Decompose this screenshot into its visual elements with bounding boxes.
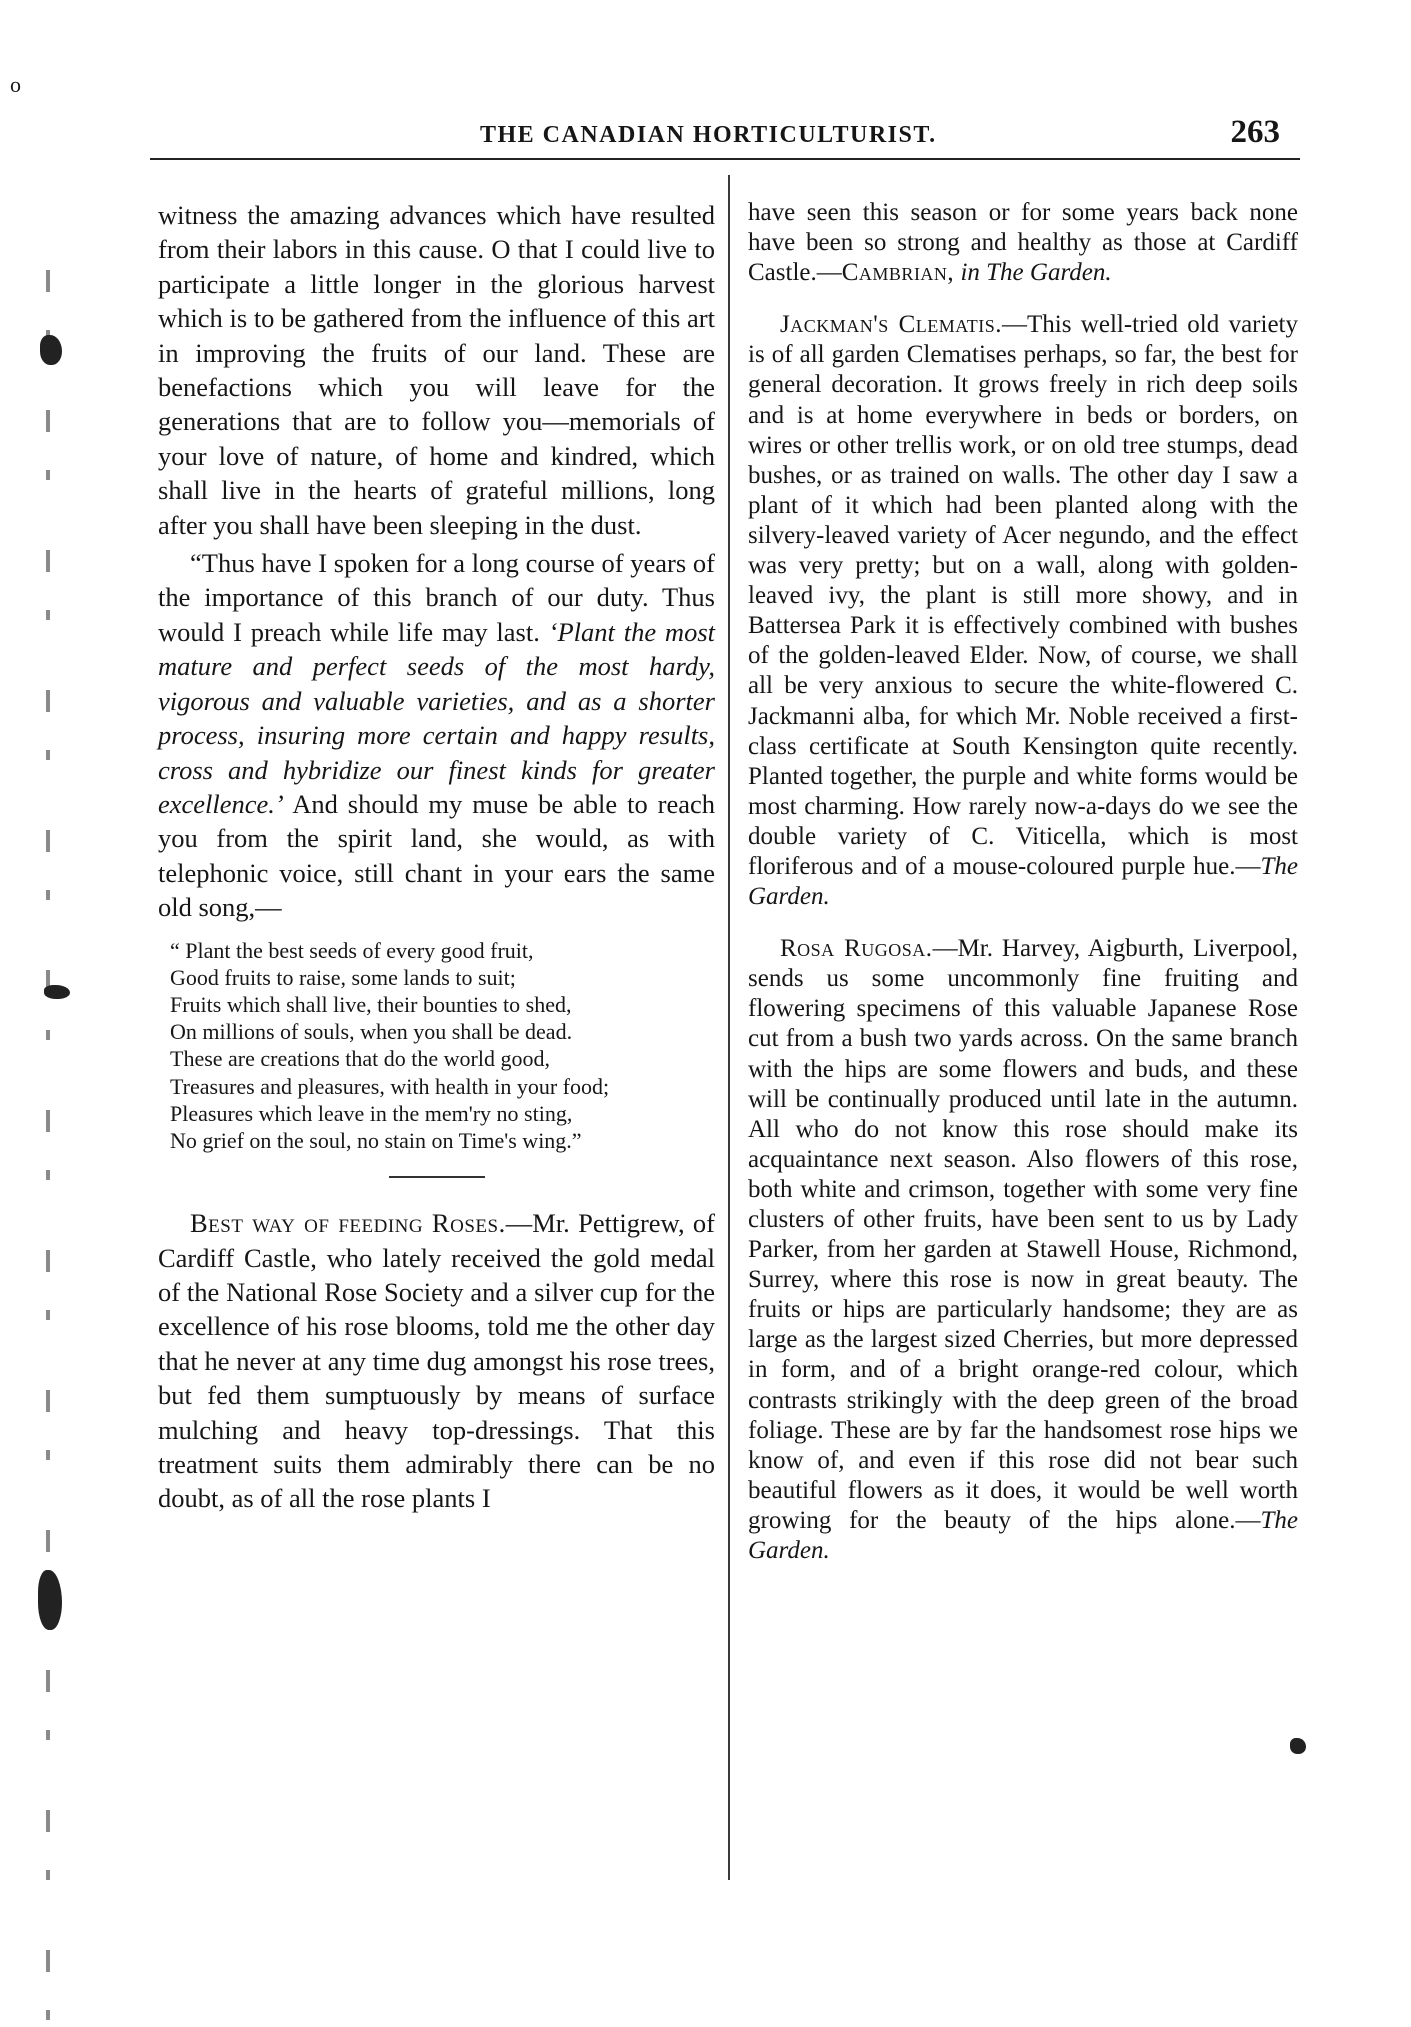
clematis-heading: Jackman's Clematis.	[780, 311, 1003, 339]
continued-body: have seen this season or for some years back none have been so strong and healthy as those at Cardiff Castle.—	[748, 199, 1298, 287]
page-number: 263	[1230, 114, 1280, 150]
source-citation: in The Garden.	[954, 259, 1112, 287]
rugosa-body: —Mr. Harvey, Aigburth, Liverpool, sends us some uncommonly fine fruiting and flowering specimens of this valuable Japanese Rose cut from a bush two yards across. On the same branch with the hips are some flowers and buds, and these will be continually produced until late in the autumn. All who do not know this rose should make its acquaintance next season. Also flowers of this rose, both white and crimson, together with some very fine clusters of other fruits, have been sent to us by Lady Parker, from her garden at Stawell House, Richmond, Surrey, where this rose is now in great beauty. The fruits or hips are particularly handsome; they are as large as the largest sized Cherries, but more depressed in form, and of a bright orange-red colour, which contrasts strikingly with the deep green of the broad foliage. These are by far the handsomest rose hips we know of, and even if this rose did not bear such beautiful flowers as it does, it would be well worth growing for the beauty of the hips alone.—	[748, 935, 1298, 1534]
verse-line: These are creations that do the world good,	[170, 1046, 550, 1072]
rugosa-article	[748, 934, 1298, 1566]
roses-article	[158, 1206, 715, 1516]
clematis-body: —This well-tried old variety is of all garden Clematises perhaps, so far, the best for general decoration. It grows freely in rich deep soils and is at home everywhere in beds or borders, on wires or other trellis work, or on old tree stumps, dead bushes, or as trained on walls. The other day I saw a plant of it which had been planted along with the silvery-leaved variety of Acer negundo, and the effect was very pretty; but on a wall, along with golden-leaved ivy, the plant is still more showy, and in Battersea Park it is effectively combined with bushes of the golden-leaved Elder. Now, of course, we shall all be very anxious to secure the white-flowered C. Jackmanni alba, for which Mr. Noble received a first-class certificate at South Kensington quite recently. Planted together, the purple and white forms would be most charming. How rarely now-a-days do we see the double variety of C. Viticella, which is most floriferous and of a mouse-coloured purple hue.—	[748, 311, 1298, 880]
roses-body: —Mr. Pettigrew, of Cardiff Castle, who lately received the gold medal of the National Rose Society and a silver cup for the excellence of his rose blooms, told me the other day that he never at any time dug amongst his rose trees, but fed them sumptuously by means of surface mulching and heavy top-dressings. That this treatment suits them admirably there can be no doubt, as of all the rose plants I	[158, 1208, 715, 1514]
rugosa-heading: Rosa Rugosa.	[780, 935, 933, 963]
verse-block	[170, 937, 715, 1155]
roses-heading: Best way of feeding Roses.	[190, 1208, 506, 1239]
speech-paragraph	[158, 546, 715, 924]
source-citation: The Garden.	[748, 852, 1298, 911]
signature: Cambrian,	[841, 259, 955, 287]
right-column	[748, 198, 1298, 1566]
verse-line: Good fruits to raise, some lands to suit;	[170, 964, 516, 990]
page-header	[150, 112, 1300, 160]
verse-line: On millions of souls, when you shall be dead.	[170, 1019, 573, 1045]
verse-line: Treasures and pleasures, with health in your food;	[170, 1073, 610, 1099]
ink-blot	[40, 335, 62, 365]
left-column	[158, 198, 715, 1516]
verse-line: No grief on the soul, no stain on Time's wing.”	[170, 1127, 582, 1153]
section-rule	[389, 1176, 485, 1178]
continued-paragraph	[748, 198, 1298, 288]
verse-line: Fruits which shall live, their bounties to shed,	[170, 991, 572, 1017]
corner-mark: o	[10, 72, 21, 97]
source-citation: The Garden.	[748, 1506, 1298, 1565]
continued-paragraph: witness the amazing advances which have resulted from their labors in this cause. O that I could live to participate a little longer in the glorious harvest which is to be gathered from the influence of this art in improving the fruits of our land. These are benefactions which you will leave for the generations that are to follow you—memorials of your love of nature, of home and kindred, which shall live in the hearts of grateful millions, long after you shall have been sleeping in the dust.	[158, 200, 715, 540]
scan-edge-artifact	[46, 270, 50, 2020]
speech-quote: ‘Plant the most mature and perfect seeds of the most hardy, vigorous and valuable varieties, and as a shorter process, insuring more certain and happy results, cross and hybridize our finest kinds for greater excellence.’	[158, 616, 715, 819]
ink-blot	[38, 1570, 62, 1630]
ink-blot	[44, 985, 70, 999]
speech-intro: “Thus have I spoken for a long course of years of the importance of this branch of our duty. Thus would I preach while life may last.	[158, 548, 715, 647]
running-title: THE CANADIAN HORTICULTURIST.	[480, 122, 937, 148]
verse-line: Pleasures which leave in the mem'ry no sting,	[170, 1100, 573, 1126]
column-divider	[728, 175, 730, 1880]
speech-outro: And should my muse be able to reach you from the spirit land, she would, as with telephonic voice, still chant in your ears the same old song,—	[158, 788, 715, 923]
ink-blot	[1290, 1738, 1306, 1754]
verse-line: “ Plant the best seeds of every good fruit,	[170, 937, 534, 963]
clematis-article	[748, 310, 1298, 912]
